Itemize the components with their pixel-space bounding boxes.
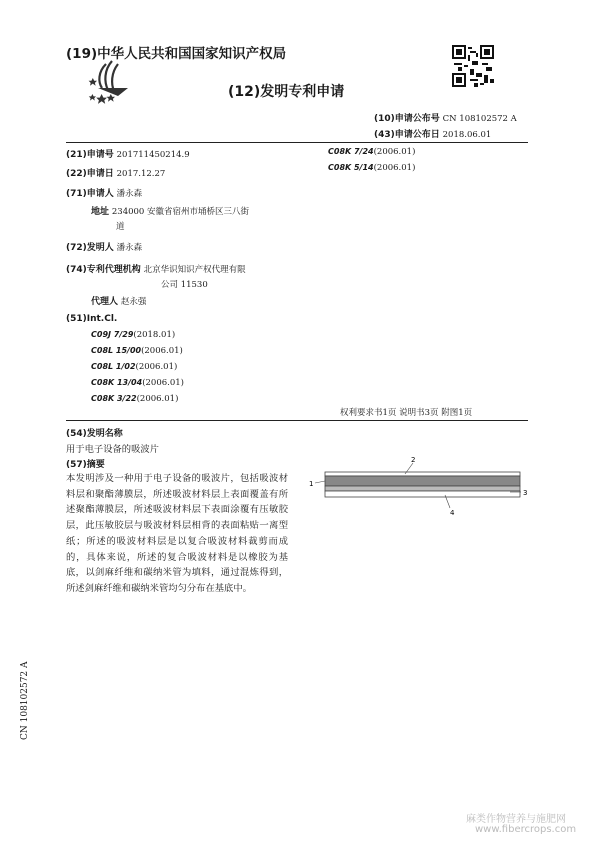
figure-label: 1 [309,480,314,488]
figure-label: 4 [450,509,455,517]
watermark-line1: 麻类作物营养与施肥网 [466,814,566,825]
int-cl-version: (2006.01) [135,362,178,372]
application-date-label: (22)申请日 [66,169,114,179]
agency-label: (74)专利代理机构 [66,265,141,275]
application-date: 2017.12.27 [116,169,166,179]
int-cl-code: C08L 15/00 [91,346,142,355]
biblio-divider [66,420,528,421]
int-cl-version: (2006.01) [136,394,179,404]
publication-date: 2018.06.01 [442,130,492,140]
int-cl-entry [91,362,177,372]
int-cl-code: C08K 7/24 [328,147,374,156]
address-line2: 道 [116,222,125,232]
int-cl-entry [91,394,178,404]
int-cl-entry [328,163,415,173]
polyester-layer [325,472,520,476]
applicant-label: (71)申请人 [66,189,114,199]
publication-number-label: (10)申请公布号 [374,114,440,124]
absorbing-layer [325,476,520,486]
applicant-row [66,186,142,199]
application-number-row [66,147,190,160]
agency-row [66,262,246,275]
publication-number-row [374,111,517,124]
int-cl-code: C08K 13/04 [91,378,143,387]
layer-diagram [305,456,533,518]
abstract-label: (57)摘要 [66,460,105,470]
agent: 赵永强 [120,297,147,307]
watermark-line2: www.fibercrops.com [475,824,577,835]
abstract-figure [305,456,533,518]
side-publication-number: CN 108102572 A [20,661,30,740]
int-cl-code: C09J 7/29 [91,330,134,339]
address-label: 地址 [91,207,110,217]
int-cl-version: (2018.01) [133,330,176,340]
agent-row [91,294,146,307]
figure-label: 3 [523,489,528,497]
qr-code-icon [452,45,494,87]
figure-label: 2 [411,456,416,464]
address-row [91,204,249,217]
office-name: (19)中华人民共和国国家知识产权局 [66,46,287,62]
int-cl-code: C08K 5/14 [328,163,374,172]
int-cl-version: (2006.01) [141,346,183,356]
application-number-label: (21)申请号 [66,150,114,160]
invention-title: 用于电子设备的吸波片 [66,444,159,455]
document-type: (12)发明专利申请 [228,84,345,100]
cnipa-emblem [88,58,134,114]
inventor-label: (72)发明人 [66,243,114,253]
emblem-icon [88,58,134,114]
publication-date-label: (43)申请公布日 [374,130,440,140]
abstract-text: 本发明涉及一种用于电子设备的吸波片，包括吸波材料层和聚酯薄膜层，所述吸波材料层上表面覆盖有所述聚酯薄膜层，所述吸波材料层下表面涂覆有压敏胶层，此压敏胶层与吸波材料层相背的表面粘贴一离型纸；所述的吸波材料层是以复合吸波材料裁剪而成的，具体来说，所述的复合吸波材料是以橡胶为基底，以剑麻纤维和碳纳米管为填料，通过混炼得到，所述剑麻纤维和碳纳米管均匀分布在基底中。 [66,473,288,594]
adhesive-layer [325,486,520,491]
int-cl-entry [91,346,183,356]
int-cl-code: C08L 1/02 [91,362,136,371]
int-cl-version: (2006.01) [142,378,184,388]
title-label: (54)发明名称 [66,429,123,439]
int-cl-entry [91,330,175,340]
int-cl-entry [91,378,184,388]
applicant: 潘永森 [116,189,143,199]
int-cl-label: (51)Int.Cl. [66,314,118,324]
int-cl-entry [328,147,415,157]
publication-date-row [374,127,491,140]
page-counts: 权利要求书1页 说明书3页 附图1页 [340,408,473,418]
release-paper-layer [325,491,520,497]
int-cl-version: (2006.01) [373,147,416,157]
agency-line2: 公司 11530 [161,280,208,290]
agency-line1: 北京华识知识产权代理有限 [143,265,246,275]
publication-number: CN 108102572 A [442,114,517,124]
application-number: 201711450214.9 [116,150,190,160]
application-date-row [66,166,165,179]
address-line1: 234000 安徽省宿州市埇桥区三八街 [111,207,250,217]
int-cl-code: C08K 3/22 [91,394,137,403]
inventor-row [66,240,142,253]
header-divider [66,142,528,143]
agent-label: 代理人 [91,297,119,307]
int-cl-version: (2006.01) [373,163,416,173]
inventor: 潘永森 [116,243,143,253]
qr-code [452,45,494,87]
